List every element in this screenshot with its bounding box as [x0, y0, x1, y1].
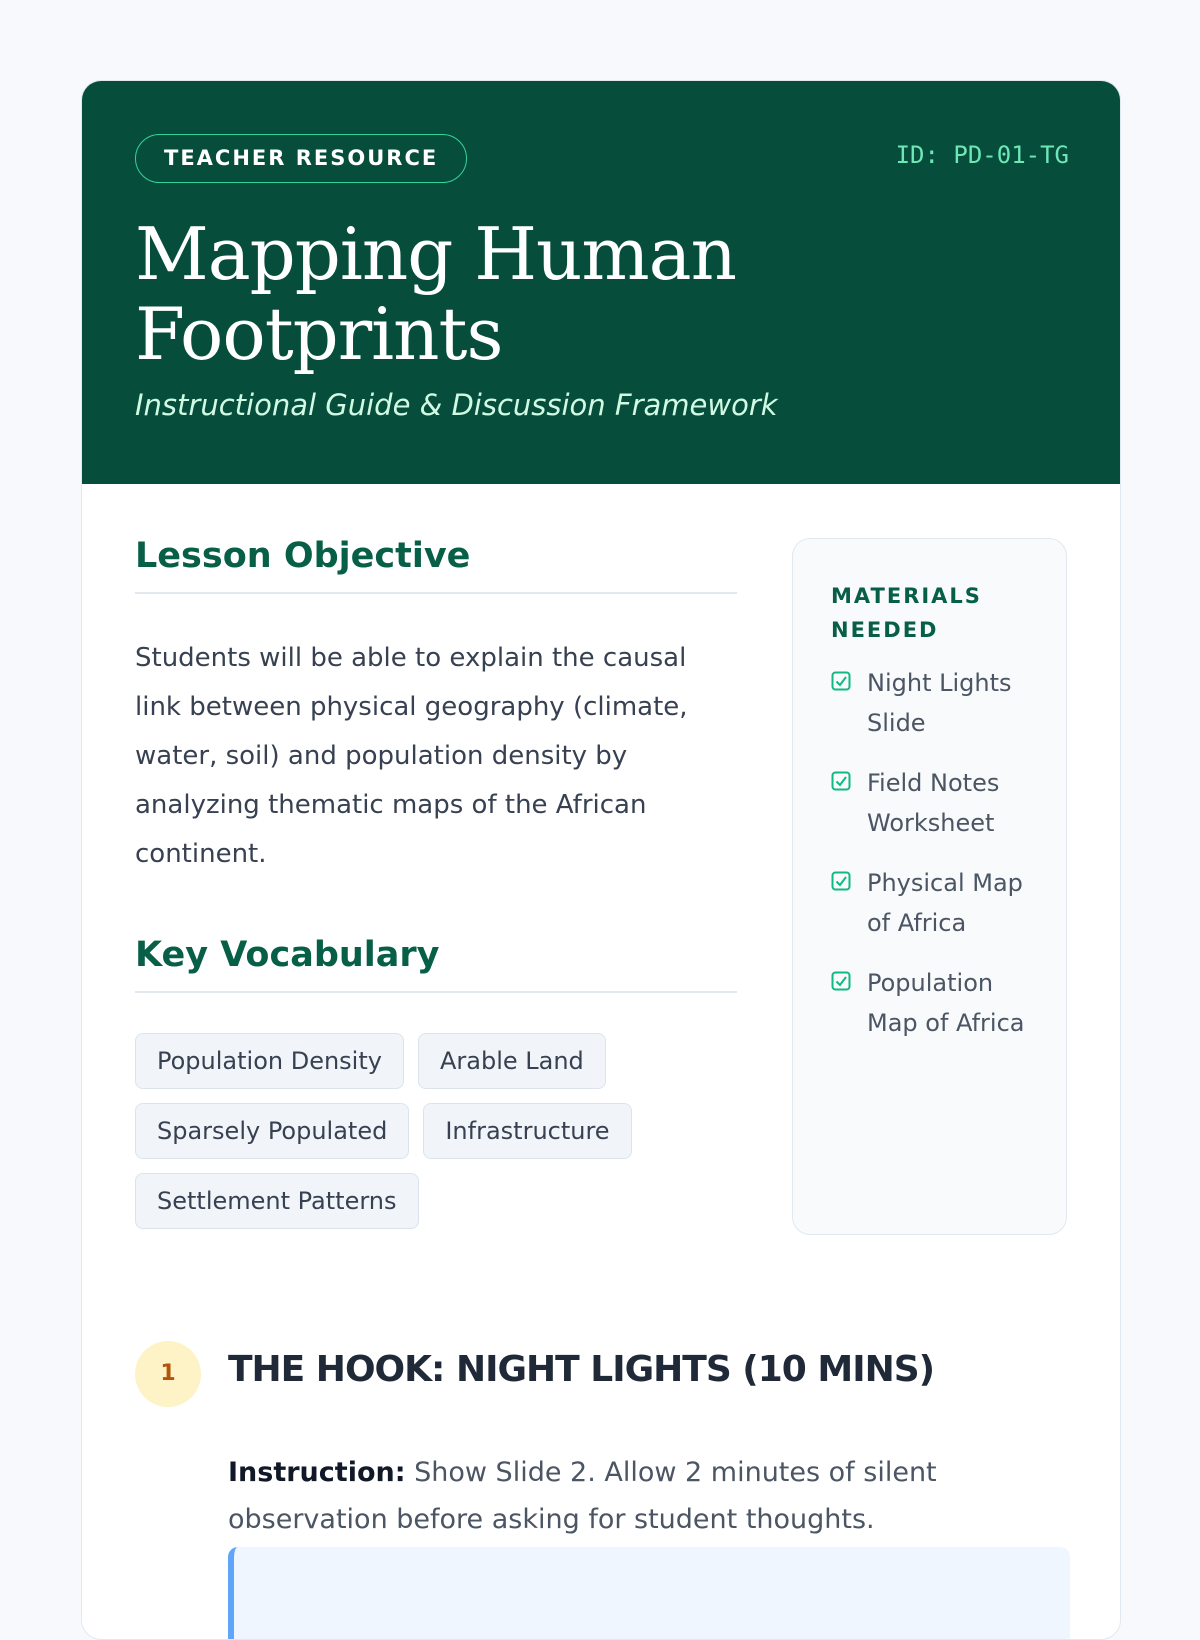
- page-subtitle: Instructional Guide & Discussion Framework: [135, 388, 778, 422]
- materials-heading: MATERIALS NEEDED: [831, 584, 982, 642]
- discussion-callout: [228, 1547, 1070, 1640]
- materials-item-label: Field Notes Worksheet: [867, 769, 1000, 837]
- materials-item-label: Physical Map of Africa: [867, 869, 1023, 937]
- vocabulary-heading: Key Vocabulary: [135, 935, 737, 993]
- materials-item: [831, 963, 1028, 1043]
- checkbox-check-icon: [831, 971, 851, 991]
- step-number-badge: 1: [135, 1341, 201, 1407]
- guide-card: [81, 80, 1121, 1640]
- title-line-2: Footprints: [135, 292, 503, 376]
- instruction-label: Instruction:: [228, 1457, 406, 1488]
- checkbox-check-icon: [831, 871, 851, 891]
- main-column: [135, 536, 737, 1243]
- checkbox-check-icon: [831, 671, 851, 691]
- materials-item-label: Population Map of Africa: [867, 969, 1025, 1037]
- materials-item: [831, 663, 1028, 743]
- page-title: [135, 214, 935, 374]
- vocab-chip-arable-land: Arable Land: [418, 1033, 606, 1089]
- objective-text: Students will be able to explain the causal link between physical geography (climate, water, soil) and population density by analyzing thematic maps of the African continent.: [135, 643, 688, 869]
- objective-heading: Lesson Objective: [135, 536, 737, 594]
- materials-item: [831, 763, 1028, 843]
- vocab-chip-population-density: Population Density: [135, 1033, 404, 1089]
- checkbox-check-icon: [831, 771, 851, 791]
- vocab-chip-infrastructure: Infrastructure: [423, 1103, 631, 1159]
- materials-panel: [792, 538, 1067, 1235]
- vocabulary-list: [135, 1033, 737, 1243]
- materials-item: [831, 863, 1028, 943]
- teacher-resource-badge: TEACHER RESOURCE: [135, 134, 467, 183]
- vocab-chip-settlement-patterns: Settlement Patterns: [135, 1173, 419, 1229]
- instruction-text: Show Slide 2. Allow 2 minutes of silent observation before asking for student thoughts.: [228, 1457, 937, 1535]
- materials-item-label: Night Lights Slide: [867, 669, 1012, 737]
- guide-header: [82, 81, 1121, 484]
- document-id: ID: PD-01-TG: [895, 141, 1069, 169]
- step-title: THE HOOK: NIGHT LIGHTS (10 MINS): [228, 1349, 935, 1390]
- step-instruction: [228, 1449, 1068, 1543]
- vocab-chip-sparsely-populated: Sparsely Populated: [135, 1103, 409, 1159]
- title-line-1: Mapping Human: [135, 212, 736, 296]
